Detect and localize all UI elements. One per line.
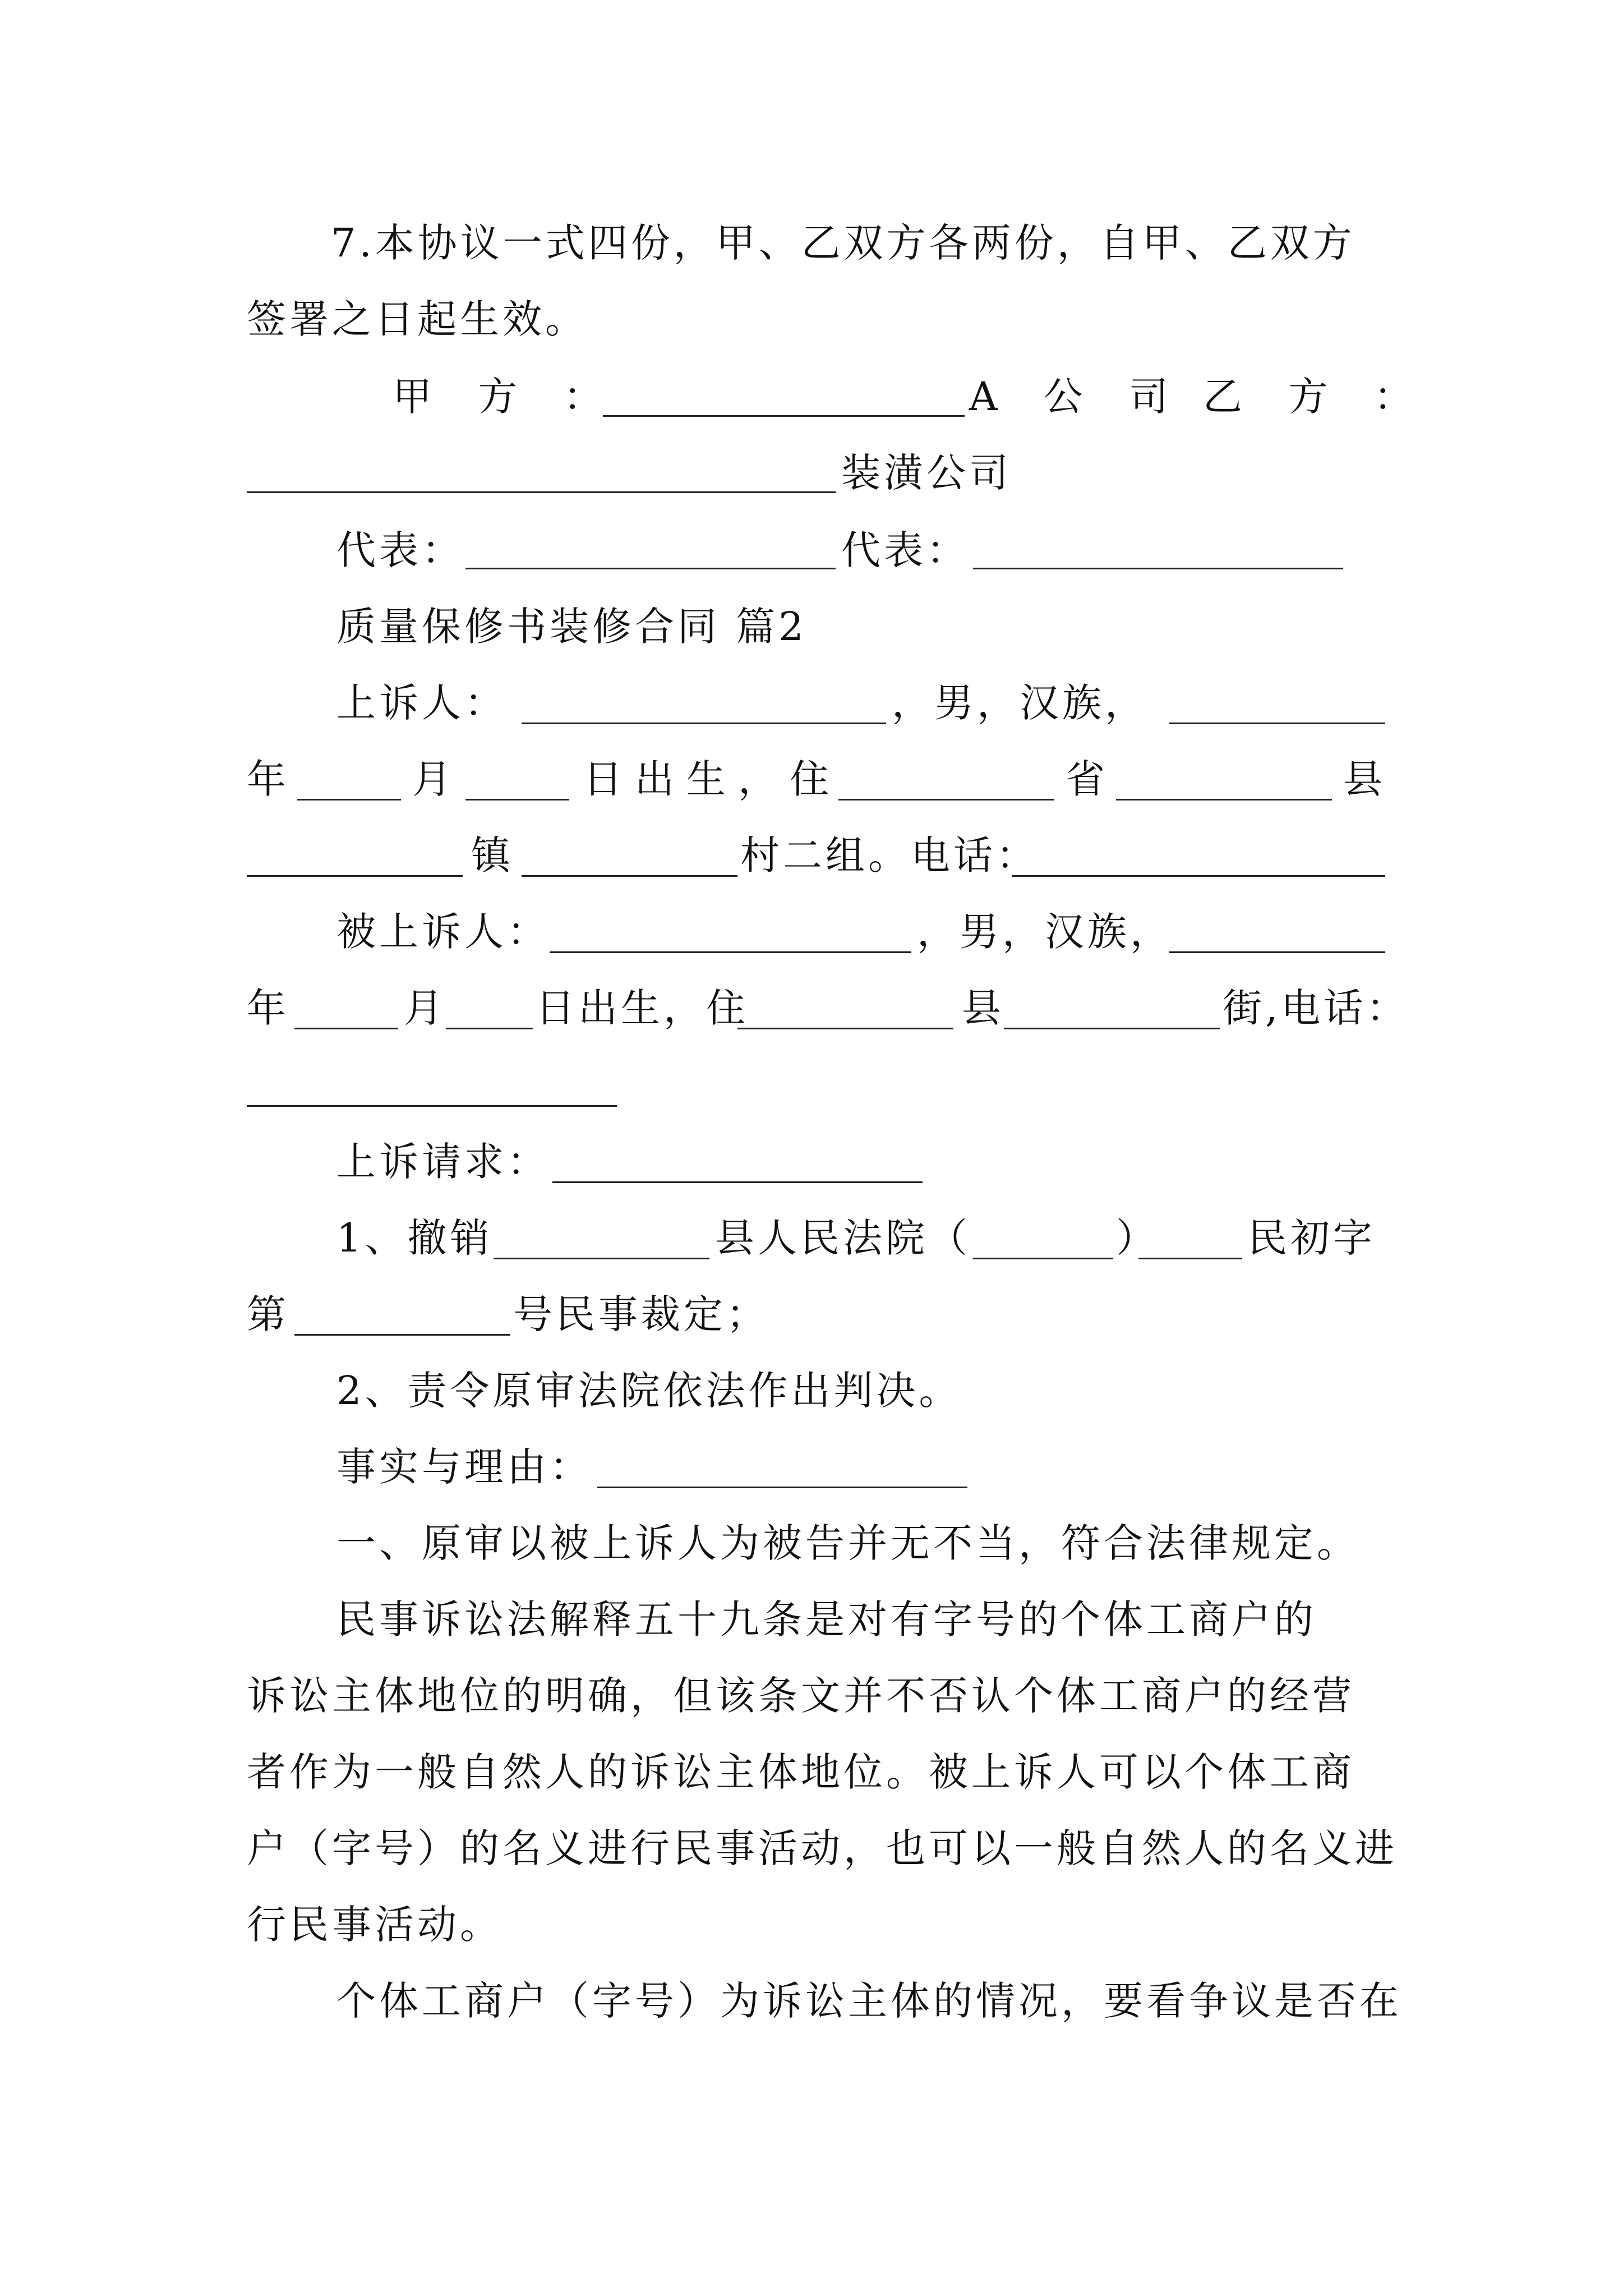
appellant-month-blank [297,799,401,800]
party-a-suffix: A 公 司 [969,374,1186,420]
appellee-birth-year-blank [1169,951,1385,953]
appellant-birth-year-blank [1169,723,1385,724]
appellee-year: 年 [247,985,289,1031]
request-court-blank [494,1258,709,1259]
request-case-no-blank [294,1334,510,1336]
appellee-born: 日出生，住 [536,985,749,1031]
facts-para1-line5: 行民事活动。 [247,1902,502,1948]
request-item1-close: ） [1116,1215,1159,1261]
facts-blank [597,1487,967,1488]
appellee-street: 街,电话： [1223,985,1409,1031]
rep-b-blank [973,568,1343,569]
request-item1-prefix: 1、撤销 [336,1215,493,1261]
facts-para1-line4: 户（字号）的名义进行民事活动，也可以一般自然人的名义进 [247,1825,1398,1871]
appellant-village: 村二组。电话： [740,832,1039,878]
request-item2: 2、责令原审法院依法作出判决。 [336,1368,962,1414]
facts-point1: 一、原审以被上诉人为被告并无不当，符合法律规定。 [336,1520,1359,1566]
request-item1-no-prefix: 第 [247,1291,289,1337]
appellant-name-blank [522,723,886,724]
request-blank [552,1181,923,1183]
appellee-month-blank [294,1028,398,1029]
clause7-line1: 7.本协议一式四份，甲、乙双方各两份，自甲、乙双方 [331,220,1355,266]
appellant-label: 上诉人： [336,680,507,726]
request-item1-case: 民初字 [1248,1215,1376,1261]
request-court-code-blank [1138,1258,1242,1259]
facts-para1-line2: 诉讼主体地位的明确，但该条文并不否认个体工商户的经营 [247,1673,1355,1719]
appellant-county-blank [1116,799,1332,800]
appellee-day-blank [446,1028,533,1029]
appellee-county: 县 [962,985,1004,1031]
appellant-province: 省 [1066,756,1108,802]
request-item1-end: 号民事裁定； [513,1291,769,1337]
rep-a-label: 代表： [336,527,464,573]
party-b-label: 乙 方 ： [1203,374,1430,420]
party-b-name-blank [247,491,836,493]
appellee-phone-blank [247,1105,617,1107]
appellant-day-blank [465,799,569,800]
request-item1-court: 县人民法院（ [715,1215,971,1261]
facts-para1-line1: 民事诉讼法解释五十九条是对有字号的个体工商户的 [336,1596,1317,1642]
appellee-label: 被上诉人： [336,909,550,955]
appellant-town-blank [247,875,463,877]
appellant-province-blank [838,799,1054,800]
appellee-street-blank [1004,1028,1220,1029]
appellee-month: 月 [404,985,446,1031]
facts-para1-line3: 者作为一般自然人的诉讼主体地位。被上诉人可以个体工商 [247,1749,1355,1795]
appellant-village-blank [522,875,737,877]
party-a-label: 甲 方 ： [393,374,620,420]
appellant-month: 月 [412,756,455,802]
appellant-county: 县 [1343,756,1386,802]
appellant-phone-blank [1012,875,1385,877]
request-year-blank [973,1258,1113,1259]
appellant-born: 日出生，住 [583,756,841,802]
appellant-year: 年 [247,756,289,802]
section-title: 质量保修书装修合同 篇2 [336,604,807,650]
rep-b-label: 代表： [841,527,969,573]
party-a-name-blank [603,415,965,417]
appellee-name-blank [550,951,911,953]
appellee-county-blank [737,1028,953,1029]
appellant-gender: ，男，汉族， [892,680,1147,726]
appellee-gender: ，男，汉族， [917,909,1173,955]
request-label: 上诉请求： [336,1139,550,1185]
rep-a-blank [465,568,836,569]
facts-para2-line1: 个体工商户（字号）为诉讼主体的情况，要看争议是否在 [336,1978,1402,2024]
appellant-town: 镇 [471,832,514,878]
party-b-suffix: 装潢公司 [841,450,1012,496]
clause7-line2: 签署之日起生效。 [247,296,588,342]
facts-label: 事实与理由： [336,1444,592,1490]
